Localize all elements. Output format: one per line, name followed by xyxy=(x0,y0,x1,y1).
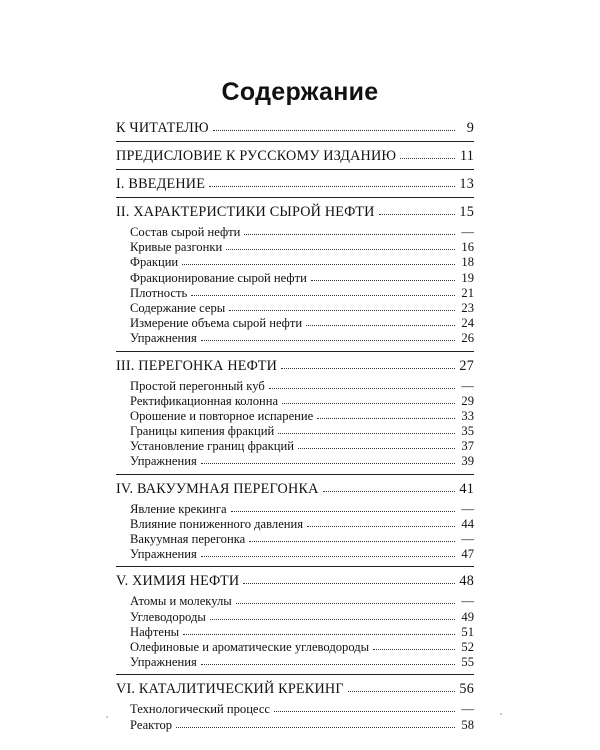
toc-subsection-entry[interactable] xyxy=(116,301,474,316)
entry-title: Состав сырой нефти xyxy=(130,225,241,239)
toc-subsection-entry[interactable] xyxy=(116,424,474,439)
entry-title: VI. КАТАЛИТИЧЕСКИЙ КРЕКИНГ xyxy=(116,681,344,698)
page-number: 15 xyxy=(459,204,474,220)
toc-chapter-entry[interactable] xyxy=(116,675,474,702)
entry-title: Упражнения xyxy=(130,454,197,469)
toc-section xyxy=(116,352,474,475)
dot-leader xyxy=(209,184,455,187)
page-number: 35 xyxy=(461,424,474,439)
dot-leader xyxy=(307,524,455,527)
page-number: 21 xyxy=(461,285,474,300)
entry-title: II. ХАРАКТЕРИСТИКИ СЫРОЙ НЕФТИ xyxy=(116,204,375,220)
dot-leader xyxy=(244,232,455,235)
page-number: 9 xyxy=(466,120,474,136)
toc-subsection-entry[interactable] xyxy=(116,532,474,547)
page-number: 52 xyxy=(461,639,474,654)
toc-subsection-entry[interactable] xyxy=(116,255,474,270)
entry-title: Вакуумная перегонка xyxy=(130,532,246,546)
page-number: 26 xyxy=(461,331,474,346)
toc-subsection-entry[interactable] xyxy=(116,454,474,469)
dot-leader xyxy=(183,632,455,635)
dot-leader xyxy=(281,366,455,369)
toc-chapter-entry[interactable] xyxy=(116,352,474,379)
scan-speck xyxy=(500,713,502,715)
page-number: 33 xyxy=(461,408,474,423)
dot-leader xyxy=(226,247,455,250)
toc-section xyxy=(116,114,474,142)
dot-leader xyxy=(274,709,455,712)
entry-title: Ректификационная колонна xyxy=(130,393,279,408)
page-number: 11 xyxy=(459,148,474,164)
entry-title: Упражнения xyxy=(130,655,197,670)
page-title: Содержание xyxy=(221,78,379,106)
dot-leader xyxy=(298,446,455,449)
page-number: 51 xyxy=(461,624,474,639)
entry-title: V. ХИМИЯ НЕФТИ xyxy=(116,573,240,590)
toc-section xyxy=(116,675,474,732)
dot-leader xyxy=(282,401,455,404)
page-number: 16 xyxy=(461,240,474,255)
toc-subsection-entry[interactable] xyxy=(116,225,474,240)
toc-subsection-entry[interactable] xyxy=(116,409,474,424)
dot-leader xyxy=(311,278,455,281)
dot-leader xyxy=(201,554,455,557)
dot-leader xyxy=(201,461,455,464)
dot-leader xyxy=(236,601,455,604)
toc-subsection-entry[interactable] xyxy=(116,316,474,331)
page-number: — xyxy=(461,225,474,239)
entry-title: Простой перегонный куб xyxy=(130,378,265,393)
toc-chapter-entry[interactable] xyxy=(116,198,474,225)
toc-subsection-entry[interactable] xyxy=(116,640,474,655)
page-number: 55 xyxy=(461,655,474,670)
dot-leader xyxy=(243,581,455,584)
entry-title: Углеводороды xyxy=(130,609,206,624)
entry-title: Явление крекинга xyxy=(130,501,227,516)
dot-leader xyxy=(231,509,455,512)
entry-title: Олефиновые и ароматические углеводороды xyxy=(130,639,370,654)
page-number: 19 xyxy=(461,270,474,285)
dot-leader xyxy=(400,156,455,159)
page-number: 49 xyxy=(461,609,474,624)
toc-subsection-entry[interactable] xyxy=(116,502,474,517)
toc-subsection-entry[interactable] xyxy=(116,610,474,625)
entry-title: Границы кипения фракций xyxy=(130,424,275,439)
toc-subsection-entry[interactable] xyxy=(116,594,474,609)
dot-leader xyxy=(373,647,455,650)
dot-leader xyxy=(278,431,455,434)
toc-subsection-entry[interactable] xyxy=(116,331,474,346)
page-number: 44 xyxy=(461,516,474,531)
toc-section xyxy=(116,142,474,170)
page-number: — xyxy=(461,378,474,393)
dot-leader xyxy=(317,416,455,419)
page-number: — xyxy=(461,702,474,717)
toc-chapter-entry[interactable] xyxy=(116,567,474,594)
page-number: 48 xyxy=(459,573,474,590)
entry-title: Установление границ фракций xyxy=(130,439,294,454)
page-number: 37 xyxy=(461,439,474,454)
page-number: — xyxy=(461,594,474,609)
toc-subsection-entry[interactable] xyxy=(116,286,474,301)
toc-subsection-entry[interactable] xyxy=(116,655,474,670)
entry-title: Нафтены xyxy=(130,624,180,639)
toc-subsection-entry[interactable] xyxy=(116,702,474,717)
toc-subsection-entry[interactable] xyxy=(116,379,474,394)
toc-subsection-entry[interactable] xyxy=(116,718,474,733)
entry-title: Фракционирование сырой нефти xyxy=(130,270,307,285)
toc-subsection-entry[interactable] xyxy=(116,271,474,286)
toc-subsection-entry[interactable] xyxy=(116,394,474,409)
page-number: 39 xyxy=(461,454,474,469)
toc-subsection-entry[interactable] xyxy=(116,547,474,562)
entry-title: Упражнения xyxy=(130,331,197,346)
dot-leader xyxy=(323,489,455,492)
dot-leader xyxy=(213,128,455,131)
dot-leader xyxy=(348,689,455,692)
dot-leader xyxy=(306,323,455,326)
page-number: 58 xyxy=(461,717,474,732)
entry-title: IV. ВАКУУМНАЯ ПЕРЕГОНКА xyxy=(116,480,319,497)
page-number: 18 xyxy=(461,255,474,270)
entry-title: Реактор xyxy=(130,717,173,732)
entry-title: Влияние пониженного давления xyxy=(130,516,304,531)
entry-title: ПРЕДИСЛОВИЕ К РУССКОМУ ИЗДАНИЮ xyxy=(116,148,397,164)
entry-title: I. ВВЕДЕНИЕ xyxy=(116,176,206,192)
toc-subsection-entry[interactable] xyxy=(116,517,474,532)
entry-title: Технологический процесс xyxy=(130,702,271,717)
entry-title: Кривые разгонки xyxy=(130,240,223,255)
toc-chapter-entry[interactable] xyxy=(116,114,474,141)
entry-title: Фракции xyxy=(130,255,179,270)
page-number: 27 xyxy=(459,357,474,374)
toc-subsection-entry[interactable] xyxy=(116,439,474,454)
table-of-contents xyxy=(116,114,474,737)
entry-title: Содержание серы xyxy=(130,300,226,315)
toc-section xyxy=(116,170,474,198)
dot-leader xyxy=(182,262,455,265)
page-number: 47 xyxy=(461,547,474,562)
page-number: 56 xyxy=(459,681,474,698)
entry-title: Плотность xyxy=(130,285,188,300)
dot-leader xyxy=(176,725,455,728)
dot-leader xyxy=(379,212,455,215)
toc-section xyxy=(116,475,474,568)
toc-chapter-entry[interactable] xyxy=(116,475,474,502)
page-number: 13 xyxy=(459,176,474,192)
page-number: 23 xyxy=(461,300,474,315)
dot-leader xyxy=(201,338,455,341)
entry-title: К ЧИТАТЕЛЮ xyxy=(116,120,209,136)
entry-title: Атомы и молекулы xyxy=(130,594,232,609)
toc-section xyxy=(116,567,474,675)
dot-leader xyxy=(191,293,455,296)
page-number: — xyxy=(461,501,474,516)
page-number: — xyxy=(461,532,474,546)
toc-subsection-entry[interactable] xyxy=(116,625,474,640)
dot-leader xyxy=(249,539,455,542)
entry-title: Измерение объема сырой нефти xyxy=(130,316,303,331)
toc-chapter-entry[interactable] xyxy=(116,142,474,169)
page-number: 24 xyxy=(461,316,474,331)
dot-leader xyxy=(201,662,455,665)
page-number: 29 xyxy=(461,393,474,408)
dot-leader xyxy=(210,617,455,620)
page-number: 41 xyxy=(459,480,474,497)
entry-title: Упражнения xyxy=(130,547,197,562)
toc-section xyxy=(116,198,474,352)
entry-title: Орошение и повторное испарение xyxy=(130,408,314,423)
toc-chapter-entry[interactable] xyxy=(116,170,474,197)
scan-speck xyxy=(106,716,108,718)
toc-subsection-entry[interactable] xyxy=(116,240,474,255)
entry-title: III. ПЕРЕГОНКА НЕФТИ xyxy=(116,357,278,374)
dot-leader xyxy=(269,386,455,389)
dot-leader xyxy=(229,308,455,311)
